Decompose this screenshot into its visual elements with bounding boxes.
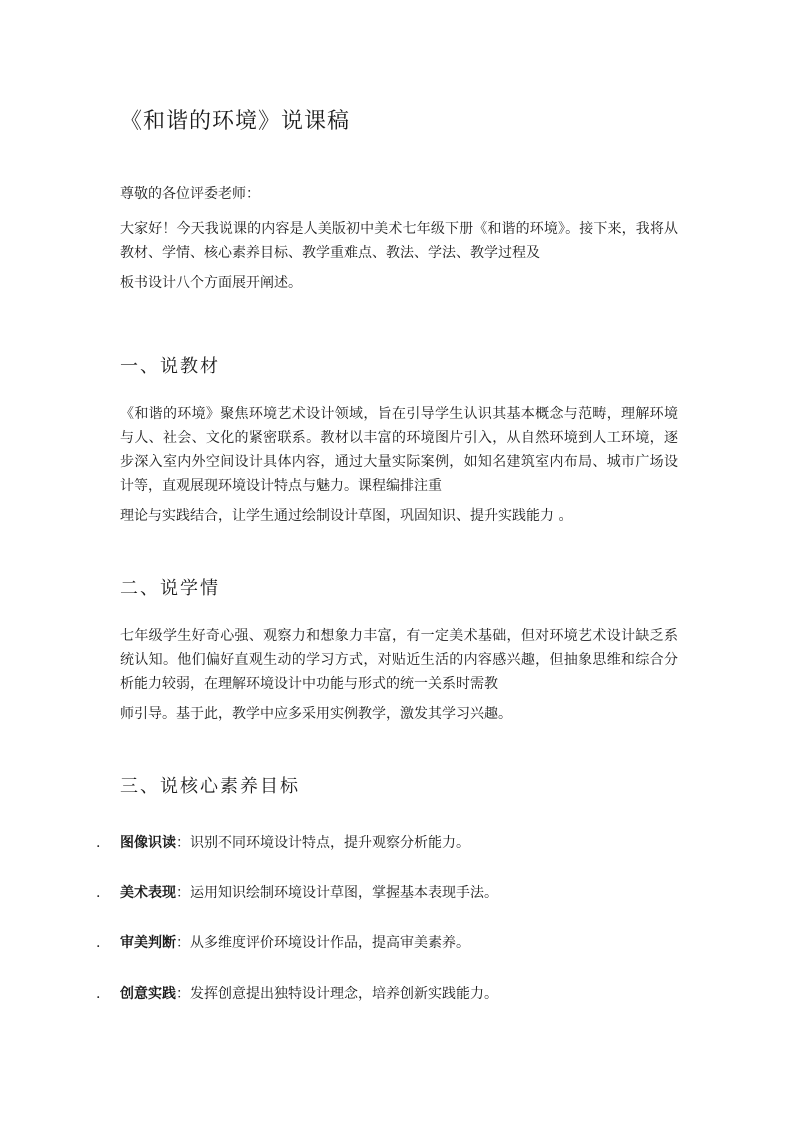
goal-separator: ： xyxy=(176,935,190,951)
goal-marker: . xyxy=(96,935,101,951)
goal-text: 从多维度评价环境设计作品，提高审美素养。 xyxy=(190,935,470,951)
goal-marker: . xyxy=(96,986,101,1002)
goal-item xyxy=(96,984,696,1004)
students-lines: 七年级学生好奇心强、观察力和想象力丰富，有一定美术基础，但对环境艺术设计缺乏系统认知。他们偏好直观生动的学习方式，对贴近生活的内容感兴趣，但抽象思维和综合分析能力较弱，在理解环境设计中功能与形式的统一关系时需教 xyxy=(120,628,678,692)
goal-item xyxy=(96,833,696,853)
document-title: 《和谐的环境》说课稿 xyxy=(120,109,351,134)
greeting: 尊敬的各位评委老师： xyxy=(120,186,260,202)
section-heading-students: 二、说学情 xyxy=(120,578,220,599)
textbook-paragraph xyxy=(120,402,678,528)
goal-text: 运用知识绘制环境设计草图，掌握基本表现手法。 xyxy=(190,885,498,901)
section-heading-goals: 三、说核心素养目标 xyxy=(120,776,300,797)
goal-text: 发挥创意提出独特设计理念，培养创新实践能力。 xyxy=(190,986,498,1002)
goal-separator: ： xyxy=(176,835,190,851)
goal-separator: ： xyxy=(176,986,190,1002)
intro-last-line: 板书设计八个方面展开阐述。 xyxy=(120,275,302,291)
goal-label: 美术表现 xyxy=(120,885,176,901)
textbook-lines: 《和谐的环境》聚焦环境艺术设计领域，旨在引导学生认识其基本概念与范畴，理解环境与人、社会、文化的紧密联系。教材以丰富的环境图片引入，从自然环境到人工环境，逐步深入室内外空间设计具体内容，通过大量实际案例，如知名建筑室内布局、城市广场设计等，直观展现环境设计特点与魅力。课程编排注重 xyxy=(120,406,678,494)
section-heading-textbook: 一、说教材 xyxy=(120,356,220,377)
goal-label: 图像识读 xyxy=(120,835,176,851)
intro-lines: 大家好！今天我说课的内容是人美版初中美术七年级下册《和谐的环境》。接下来，我将从教材、学情、核心素养目标、教学重难点、教法、学法、教学过程及 xyxy=(120,221,678,261)
textbook-last-line: 理论与实践结合，让学生通过绘制设计草图，巩固知识、提升实践能力 。 xyxy=(120,508,573,524)
students-last-line: 师引导。基于此，教学中应多采用实例教学，激发其学习兴趣。 xyxy=(120,706,512,722)
goal-text: 识别不同环境设计特点，提升观察分析能力。 xyxy=(190,835,470,851)
goal-label: 创意实践 xyxy=(120,986,176,1002)
goal-item xyxy=(96,933,696,953)
intro-paragraph xyxy=(120,217,678,295)
goal-marker: . xyxy=(96,835,101,851)
goal-label: 审美判断 xyxy=(120,935,176,951)
goal-item xyxy=(96,883,696,903)
goal-marker: . xyxy=(96,885,101,901)
goal-separator: ： xyxy=(176,885,190,901)
students-paragraph xyxy=(120,624,678,726)
